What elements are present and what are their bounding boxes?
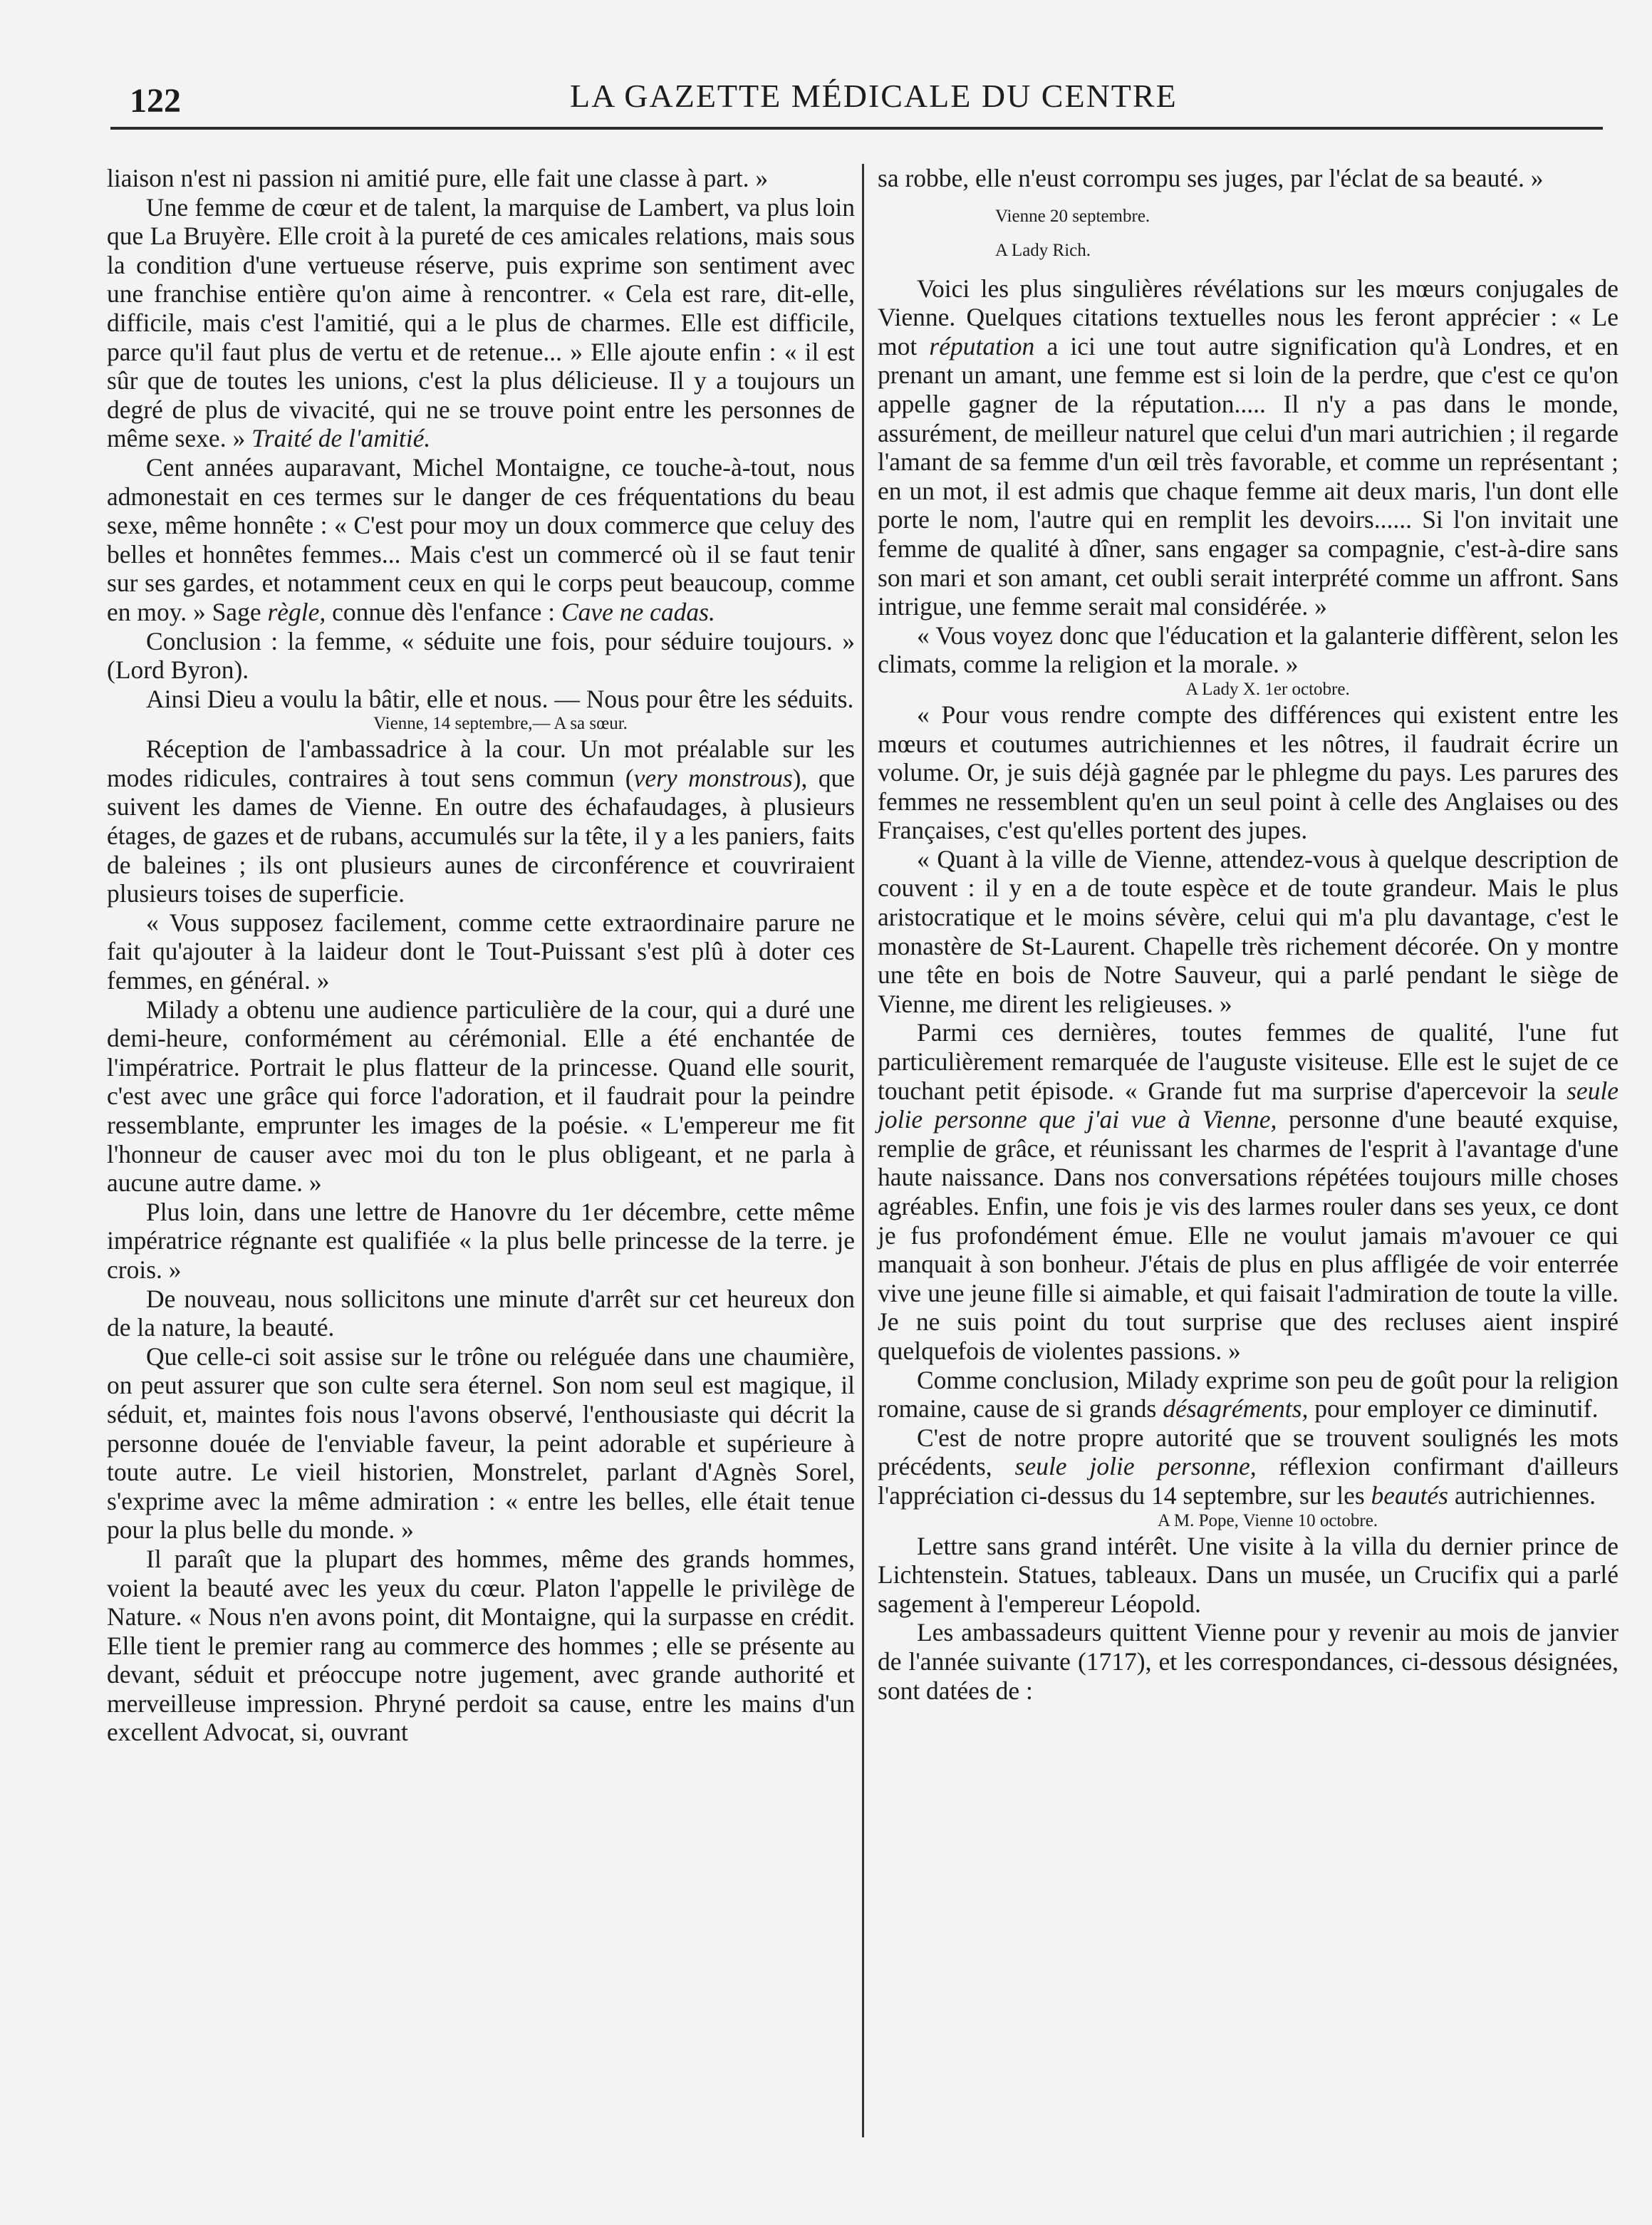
header-rule [110, 127, 1603, 130]
paragraph: « Pour vous rendre compte des différences qui existent entre les mœurs et coutumes autrichiennes et les nôtres, il faudrait écrire un volume. Or, je suis déjà gagnée par le phlegme du pays. Les parures des femmes ne ressemblent qu'en un seul point à celle des Anglaises ou des Françaises, c'est qu'elles portent des jupes. [878, 700, 1619, 845]
paragraph: sa robbe, elle n'eust corrompu ses juges, par l'éclat de sa beauté. » [878, 164, 1544, 192]
section-heading: Vienne 20 septembre. [995, 206, 1150, 226]
paragraph: De nouveau, nous sollicitons une minute d'arrêt sur cet heureux don de la nature, la beauté. [107, 1284, 855, 1342]
paragraph: C'est de notre propre autorité que se trouvent soulignés les mots précédents, seule jolie personne, réflexion confirmant d'ailleurs l'appréciation ci-dessus du 14 septembre, sur les beautés autrichiennes. [878, 1423, 1619, 1510]
section-subheading: A Lady Rich. [995, 240, 1091, 260]
italic-citation: Traité de l'amitié. [251, 424, 431, 453]
section-heading: A M. Pope, Vienne 10 octobre. [1157, 1510, 1378, 1530]
paragraph: Plus loin, dans une lettre de Hanovre du 1er décembre, cette même impératrice régnante est qualifiée « la plus belle princesse de la terre. je crois. » [107, 1197, 855, 1284]
paragraph: Réception de l'ambassadrice à la cour. Un mot préalable sur les modes ridicules, contraires à tout sens commun (very monstrous), que suivent les dames de Vienne. En outre des échafaudages, à plusieurs étages, de gazes et de rubans, accumulés sur la tête, il y a les paniers, faits de baleines ; ils ont plusieurs aunes de circonférence et couvriraient plusieurs toises de superficie. [107, 735, 855, 908]
journal-title: LA GAZETTE MÉDICALE DU CENTRE [570, 78, 1178, 114]
paragraph: Ainsi Dieu a voulu la bâtir, elle et nous. — Nous pour être les séduits. [146, 684, 854, 713]
section-heading: Vienne, 14 septembre,— A sa sœur. [373, 714, 628, 734]
paragraph: « Vous supposez facilement, comme cette extraordinaire parure ne fait qu'ajouter à la laideur dont le Tout-Puissant s'est plû à doter ces femmes, en général. » [107, 908, 855, 995]
paragraph: Lettre sans grand intérêt. Une visite à la villa du dernier prince de Lichtenstein. Statues, tableaux. Dans un musée, un Crucifix qui a parlé sagement à l'empereur Léopold. [878, 1531, 1619, 1618]
right-column [878, 164, 1619, 1705]
paragraph: liaison n'est ni passion ni amitié pure, elle fait une classe à part. » [107, 164, 769, 192]
paragraph: Cent années auparavant, Michel Montaigne, ce touche-à-tout, nous admonestait en ces termes sur le danger de ces fréquentations du beau sexe, même honnête : « C'est pour moy un doux commerce que celuy des belles et honnêtes femmes... Mais c'est un commercé où il se faut tenir sur ses gardes, et notamment ceux en qui le corps peut beaucoup, comme en moy. » Sage règle, connue dès l'enfance : Cave ne cadas. [107, 452, 855, 626]
section-heading: A Lady X. 1er octobre. [1185, 679, 1350, 699]
paragraph: Comme conclusion, Milady exprime son peu de goût pour la religion romaine, cause de si grands désagréments, pour employer ce diminutif. [878, 1365, 1619, 1423]
paragraph: « Quant à la ville de Vienne, attendez-vous à quelque description de couvent : il y en a de toute espèce et de toute grandeur. Mais le plus aristocratique et le moins sévère, celui qui m'a plu davantage, c'est le monastère de St-Laurent. Chapelle très richement décorée. On y montre une tête en bois de Notre Sauveur, qui a parlé pendant le siège de Vienne, me dirent les religieuses. » [878, 844, 1619, 1018]
column-divider [862, 164, 864, 2137]
paragraph: Que celle-ci soit assise sur le trône ou reléguée dans une chaumière, on peut assurer que son culte sera éternel. Son nom seul est magique, il séduit, et, maintes fois nous l'avons observé, l'enthousiaste qui décrit la personne douée de l'enviable faveur, la peint adorable et supérieure à toute autre. Le vieil historien, Monstrelet, parlant d'Agnès Sorel, s'exprime avec la même admiration : « entre les belles, elle était tenue pour la plus belle du monde. » [107, 1342, 855, 1545]
page-header [128, 71, 1596, 128]
paragraph: Conclusion : la femme, « séduite une fois, pour séduire toujours. » (Lord Byron). [107, 626, 855, 685]
paragraph: « Vous voyez donc que l'éducation et la galanterie diffèrent, selon les climats, comme la religion et la morale. » [878, 621, 1619, 679]
paragraph: Milady a obtenu une audience particulière de la cour, qui a duré une demi-heure, conformément au cérémonial. Elle a été enchantée de l'impératrice. Portrait le plus flatteur de la princesse. Quand elle sourit, c'est avec une grâce qui force l'adoration, et il faudrait pour la peindre ressemblante, emprunter les images de la poésie. « L'empereur me fit l'honneur de causer avec moi du ton le plus obligeant, et ne parla à aucune autre dame. » [107, 995, 855, 1198]
paragraph: Voici les plus singulières révélations sur les mœurs conjugales de Vienne. Quelques citations textuelles nous les feront apprécier : « Le mot réputation a ici une tout autre signification qu'à Londres, et en prenant un amant, une femme est si loin de la perdre, que c'est ce qu'on appelle gagner de la réputation..... Il n'y a pas dans le monde, assurément, de meilleur naturel que celui d'un mari autrichien ; il regarde l'amant de sa femme d'un œil très favorable, et comme un représentant ; en un mot, il est admis que chaque femme ait deux maris, l'un dont elle porte le nom, l'autre qui en remplit les devoirs...... Si l'on invitait une femme de qualité à dîner, sans engager sa compagnie, c'est-à-dire sans son mari et son amant, cet oubli serait interprété comme un affront. Sans intrigue, une femme serait mal considérée. » [878, 274, 1619, 621]
paragraph: Parmi ces dernières, toutes femmes de qualité, l'une fut particulièrement remarquée de l'auguste visiteuse. Elle est le sujet de ce touchant petit épisode. « Grande fut ma surprise d'apercevoir la seule jolie personne que j'ai vue à Vienne, personne d'une beauté exquise, remplie de grâce, et réunissant les charmes de l'esprit à l'avantage d'une haute naissance. Dans nos conversations répétées toujours mille choses agréables. Enfin, une fois je vis des larmes rouler dans ses yeux, ce dont je fus profondément émue. Elle ne voulut jamais m'avouer ce qui manquait à son bonheur. J'étais de plus en plus affligée de voir enterrée vive une jeune fille si aimable, et qui faisait l'admiration de toute la ville. Je ne suis point du tout surprise que des recluses aient inspiré quelquefois de violentes passions. » [878, 1018, 1619, 1365]
left-column [107, 164, 855, 1747]
paragraph: Une femme de cœur et de talent, la marquise de Lambert, va plus loin que La Bruyère. Elle croit à la pureté de ces amicales relations, mais sous la condition d'une vertueuse réserve, puis exprime son sentiment avec une franchise entière qu'on aime à rencontrer. « Cela est rare, dit-elle, difficile, mais c'est l'amitié, qui a le plus de charmes. Elle est difficile, parce qu'il faut plus de vertu et de retenue... » Elle ajoute enfin : « il est sûr que de toutes les unions, c'est la plus délicieuse. Il y a toujours un degré de plus de vivacité, qui ne se trouve point entre les personnes de même sexe. » Traité de l'amitié. [107, 192, 855, 453]
paragraph: Il paraît que la plupart des hommes, même des grands hommes, voient la beauté avec les yeux du cœur. Platon l'appelle le privilège de Nature. « Nous n'en avons point, dit Montaigne, qui la surpasse en crédit. Elle tient le premier rang au commerce des hommes ; elle se présente au devant, séduit et préoccupe notre jugement, avec grande authorité et merveilleuse impression. Phryné perdoit sa cause, entre les mains d'un excellent Advocat, si, ouvrant [107, 1544, 855, 1747]
paragraph: Les ambassadeurs quittent Vienne pour y revenir au mois de janvier de l'année suivante (1717), et les correspondances, ci-dessous désignées, sont datées de : [878, 1618, 1619, 1705]
page-number: 122 [130, 82, 181, 120]
